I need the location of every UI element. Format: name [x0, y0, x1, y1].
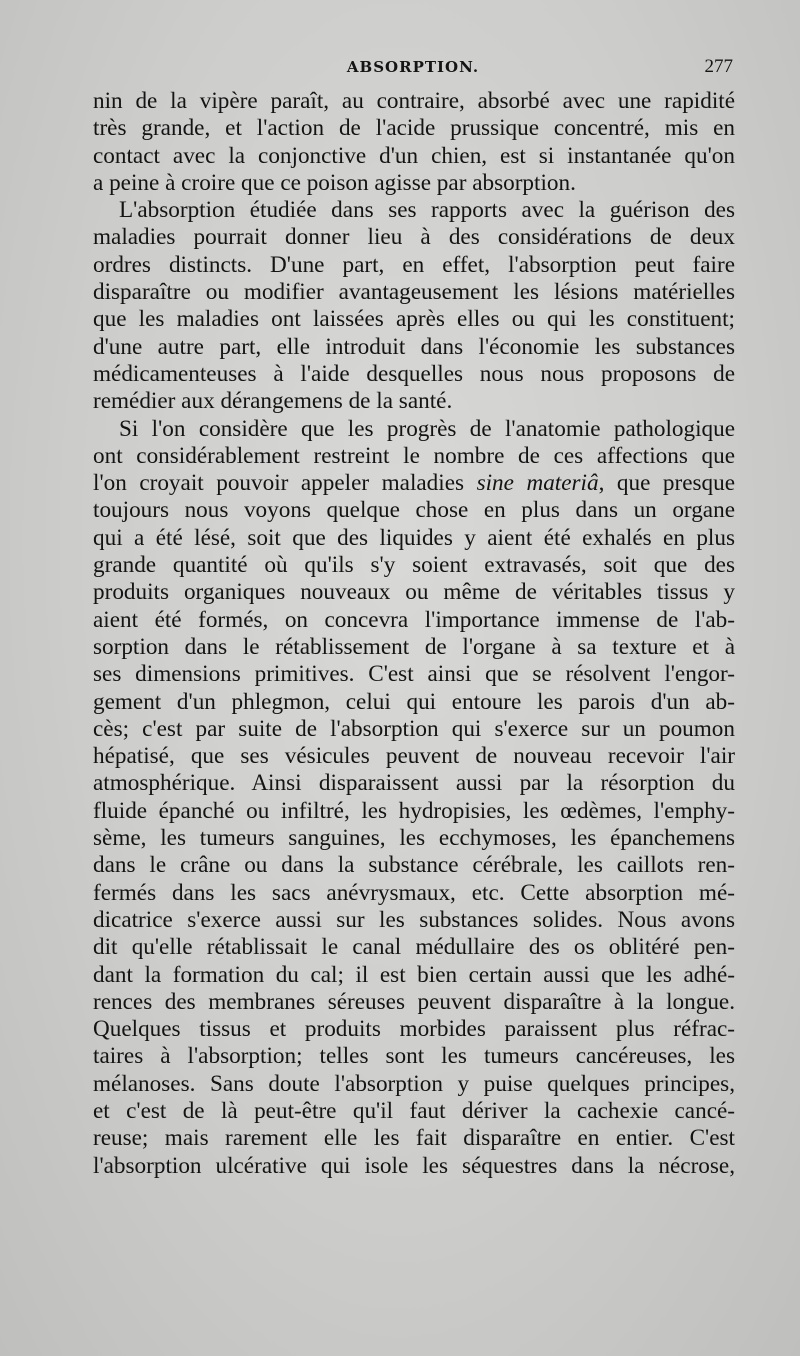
text-line-content: produits organiques nouveaux ou même de véritables tissus y: [93, 579, 735, 606]
text-line: [93, 880, 735, 907]
text-line-content: taires à l'absorption; telles sont les tumeurs cancéreuses, les: [93, 1043, 735, 1070]
text-line-content: sorption dans le rétablissement de l'organe à sa texture et à: [93, 633, 735, 660]
text-line-continuation: , que presque: [598, 470, 736, 497]
text-line: [93, 634, 735, 661]
text-line: [93, 934, 735, 961]
text-line-content: rences des membranes séreuses peuvent disparaître à la longue.: [93, 988, 735, 1015]
text-line-content: Si l'on considère que les progrès de l'anatomie pathologique: [119, 415, 735, 442]
text-line: [93, 1071, 735, 1098]
text-line: [93, 115, 735, 142]
text-line-content: fluide épanché ou infiltré, les hydropisies, les œdèmes, l'emphy-: [93, 797, 735, 824]
text-line: [93, 552, 735, 579]
text-line: [93, 825, 735, 852]
text-line-content: très grande, et l'action de l'acide prussique concentré, mis en: [93, 115, 735, 142]
text-line-content: d'une autre part, elle introduit dans l'économie les substances: [93, 333, 735, 360]
text-line: [93, 689, 735, 716]
text-line-content: gement d'un phlegmon, celui qui entoure les parois d'un ab-: [93, 688, 735, 715]
text-line-content: disparaître ou modifier avantageusement les lésions matérielles: [93, 279, 735, 306]
text-line: [93, 361, 735, 388]
text-line: [93, 416, 735, 443]
text-line-content: fermés dans les sacs anévrysmaux, etc. Cette absorption mé-: [93, 879, 735, 906]
text-line-content: sème, les tumeurs sanguines, les ecchymoses, les épanchemens: [93, 825, 735, 852]
text-line-content: cès; c'est par suite de l'absorption qui s'exerce sur un poumon: [93, 715, 735, 742]
text-line-content: mélanoses. Sans doute l'absorption y puise quelques principes,: [93, 1070, 735, 1097]
text-line: [93, 716, 735, 743]
text-line: [93, 334, 735, 361]
text-line-content: nin de la vipère paraît, au contraire, absorbé avec une rapidité: [93, 88, 735, 114]
text-line: [93, 197, 735, 224]
text-line: [93, 579, 735, 606]
text-line-content: reuse; mais rarement elle les fait disparaître en entier. C'est: [93, 1125, 735, 1152]
text-line: [93, 497, 735, 524]
text-line-content: que les maladies ont laissées après elles ou qui les constituent;: [93, 306, 735, 333]
text-line: [93, 224, 735, 251]
text-line-content: qui a été lésé, soit que des liquides y aient été exhalés en plus: [93, 524, 735, 551]
text-line: [93, 170, 735, 197]
text-line-content: aient été formés, on concevra l'importance immense de l'ab-: [93, 606, 735, 633]
text-line-content: l'absorption ulcérative qui isole les séquestres dans la nécrose,: [93, 1152, 735, 1179]
text-line: [93, 743, 735, 770]
running-head: [93, 58, 733, 84]
text-line: [93, 607, 735, 634]
page-number: 277: [704, 56, 733, 77]
italic-phrase: sine materiâ: [476, 470, 599, 497]
text-line-content: remédier aux dérangemens de la santé.: [93, 388, 453, 415]
text-line: [93, 525, 735, 552]
text-line: [93, 279, 735, 306]
text-line: [93, 989, 735, 1016]
text-line: [93, 962, 735, 989]
text-line: [93, 1098, 735, 1125]
text-line: [93, 1153, 735, 1180]
text-line-content: dit qu'elle rétablissait le canal médullaire des os oblitéré pen-: [93, 934, 735, 961]
text-line-content: dant la formation du cal; il est bien certain aussi que les adhé-: [93, 961, 735, 988]
text-line: [93, 443, 735, 470]
text-line-content: ordres distincts. D'une part, en effet, l'absorption peut faire: [93, 251, 735, 278]
text-line-content: médicamenteuses à l'aide desquelles nous nous proposons de: [93, 360, 735, 387]
text-line-content: contact avec la conjonctive d'un chien, est si instantanée qu'on: [93, 142, 735, 169]
text-line: [93, 88, 735, 115]
text-line: [93, 252, 735, 279]
body-text: [93, 88, 735, 1180]
text-line: [93, 770, 735, 797]
text-line: [93, 143, 735, 170]
text-line-content: toujours nous voyons quelque chose en plus dans un organe: [93, 497, 735, 524]
text-line: [93, 1043, 735, 1070]
text-line-content: ont considérablement restreint le nombre de ces affections que: [93, 442, 735, 469]
text-line-content: et c'est de là peut-être qu'il faut dériver la cachexie cancé-: [93, 1097, 735, 1124]
text-line: [93, 907, 735, 934]
text-line-content: Quelques tissus et produits morbides paraissent plus réfrac-: [93, 1016, 735, 1043]
text-line: [93, 470, 735, 497]
text-line: [93, 661, 735, 688]
text-line: [93, 852, 735, 879]
text-line: [93, 1016, 735, 1043]
text-line-content: atmosphérique. Ainsi disparaissent aussi par la résorption du: [93, 770, 735, 797]
text-line-content: hépatisé, que ses vésicules peuvent de nouveau recevoir l'air: [93, 743, 735, 770]
text-line-content: dans le crâne ou dans la substance cérébrale, les caillots ren-: [93, 852, 735, 879]
running-title: ABSORPTION.: [346, 58, 480, 76]
text-line-content: dicatrice s'exerce aussi sur les substances solides. Nous avons: [93, 906, 735, 933]
text-line-content: ses dimensions primitives. C'est ainsi que se résolvent l'engor-: [93, 661, 735, 688]
text-line: [93, 306, 735, 333]
text-line-content: maladies pourrait donner lieu à des considérations de deux: [93, 224, 735, 251]
text-line-content: L'absorption étudiée dans ses rapports avec la guérison des: [119, 197, 735, 224]
text-line-content: grande quantité où qu'ils s'y soient extravasés, soit que des: [93, 552, 735, 579]
text-line: [93, 388, 735, 415]
text-line-content: a peine à croire que ce poison agisse par absorption.: [93, 169, 576, 196]
text-line-content: l'on croyait pouvoir appeler maladies: [93, 470, 465, 497]
text-line: [93, 1125, 735, 1152]
text-line: [93, 798, 735, 825]
